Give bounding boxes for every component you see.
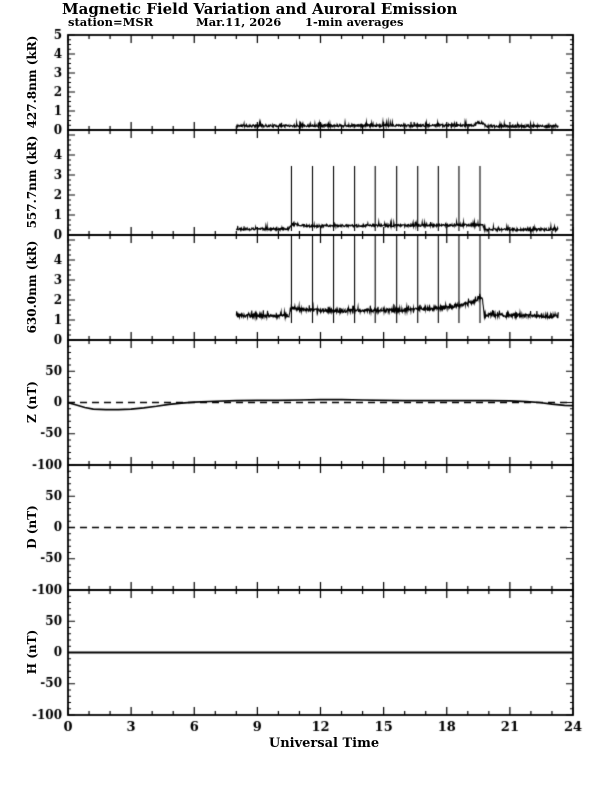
y-axis-label-630nm: 630.0nm (kR) [25,240,39,334]
date-label: Mar.11, 2026 [196,15,282,29]
y-axis-label-d: D (nT) [25,505,39,549]
averaging-label: 1-min averages [305,15,404,29]
y-axis-label-557nm: 557.7nm (kR) [25,135,39,229]
y-axis-label-427nm: 427.8nm (kR) [25,35,39,129]
y-axis-label-z: Z (nT) [25,381,39,423]
y-axis-label-h: H (nT) [25,629,39,675]
x-axis-label: Universal Time [268,736,380,751]
chart-title: Magnetic Field Variation and Auroral Emission [62,0,458,18]
station-label: station=MSR [68,15,154,29]
